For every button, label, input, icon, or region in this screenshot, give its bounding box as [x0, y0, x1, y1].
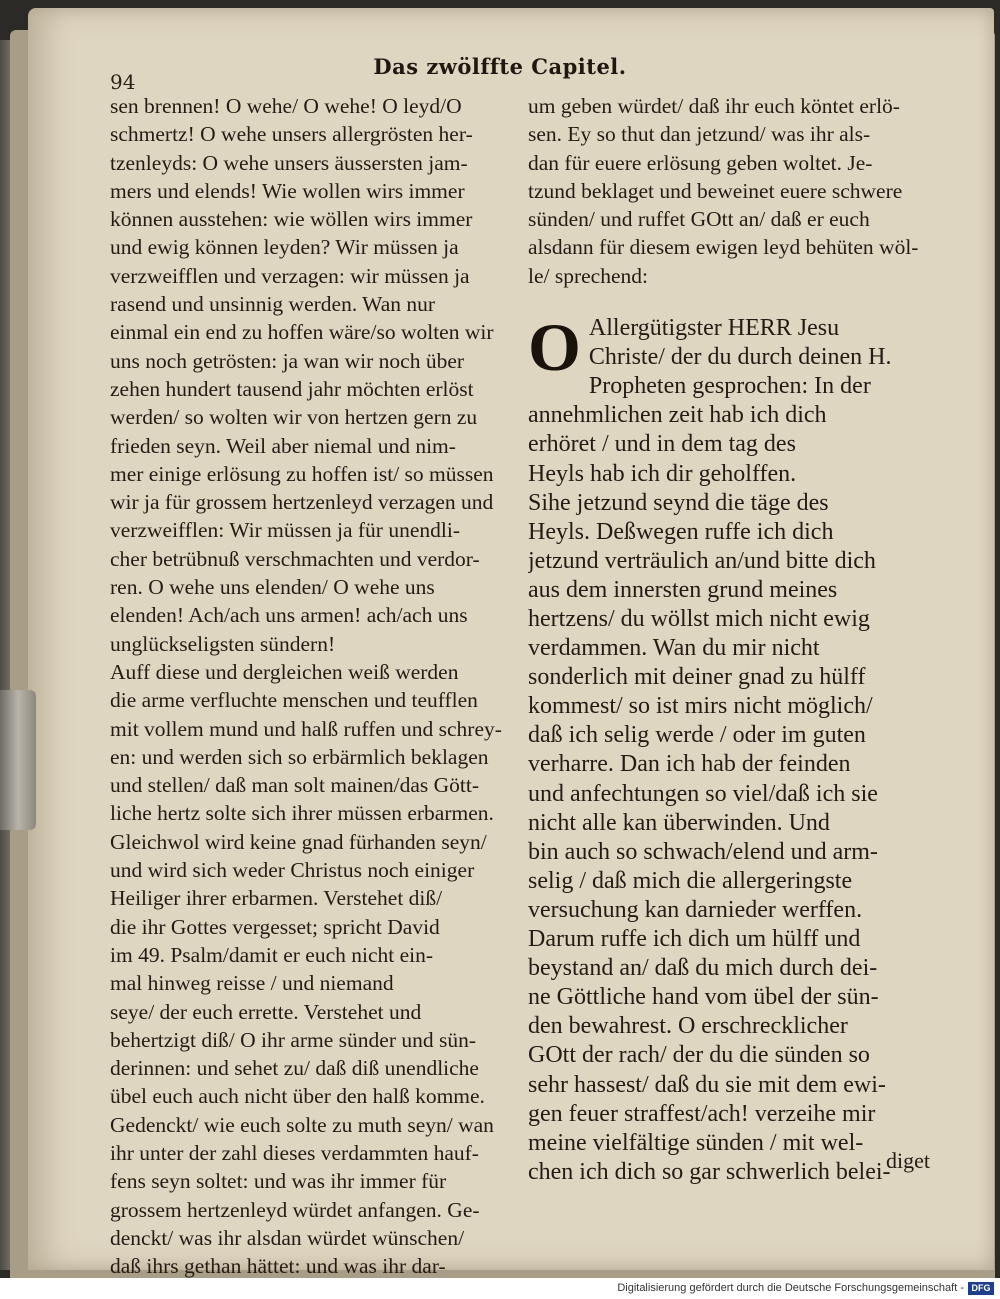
- text-line: und ewig können leyden? Wir müssen ja: [110, 235, 459, 260]
- text-line: wir ja für grossem hertzenleyd verzagen und: [110, 490, 494, 515]
- text-line: alsdann für diesem ewigen leyd behüten wöl-: [528, 235, 919, 260]
- text-line: mit vollem mund und halß ruffen und schrey-: [110, 716, 502, 741]
- prayer-line: jetzund verträulich an/und bitte dich: [528, 547, 876, 574]
- footer-credit: Digitalisierung gefördert durch die Deutsche Forschungsgemeinschaft -: [0, 1278, 1000, 1299]
- prayer-line: daß ich selig werde / oder im guten: [528, 722, 866, 749]
- text-line: verzweifflen und verzagen: wir müssen ja: [110, 263, 470, 288]
- text-line: le/ sprechend:: [528, 263, 648, 288]
- text-line: cher betrübnuß verschmachten und verdor-: [110, 546, 480, 571]
- text-line: mers und elends! Wie wollen wirs immer: [110, 178, 465, 203]
- prayer-line: Heyls hab ich dir geholffen.: [528, 460, 797, 487]
- text-line: die ihr Gottes vergesset; spricht David: [110, 914, 440, 939]
- prayer-line: verharre. Dan ich hab der feinden: [528, 751, 851, 778]
- text-line: seye/ der euch errette. Verstehet und: [110, 999, 422, 1024]
- text-line: ihr unter der zahl dieses verdammten hauf-: [110, 1140, 479, 1165]
- prayer-line: und anfechtungen so viel/daß ich sie: [528, 780, 878, 807]
- prayer-line: Christe/ der du durch deinen H.: [588, 344, 892, 371]
- text-line: liche hertz solte sich ihrer müssen erbarmen.: [110, 801, 494, 826]
- text-line: elenden! Ach/ach uns armen! ach/ach uns: [110, 603, 468, 628]
- text-line: Auff diese und dergleichen weiß werden: [110, 659, 459, 684]
- running-title: Das zwölffte Capitel.: [373, 54, 627, 79]
- prayer-lines: [528, 309, 932, 1187]
- text-line: übel euch auch nicht über den halß komme.: [110, 1084, 485, 1109]
- text-line: und stellen/ daß man solt mainen/das Gött-: [110, 773, 480, 798]
- prayer-line: ne Göttliche hand vom übel der sün-: [528, 984, 879, 1011]
- book-clip: [0, 690, 36, 830]
- prayer-line: hertzens/ du wöllst mich nicht ewig: [528, 606, 870, 633]
- text-line: mer einige erlösung zu hoffen ist/ so müssen: [110, 461, 494, 486]
- text-line: daß ihrs gethan hättet: und was ihr dar-: [110, 1254, 446, 1279]
- text-line: en: und werden sich so erbärmlich beklagen: [110, 744, 489, 769]
- prayer-block: [528, 309, 932, 1187]
- prayer-line: gen feuer straffest/ach! verzeihe mir: [528, 1100, 876, 1127]
- text-line: im 49. Psalm/damit er euch nicht ein-: [110, 942, 434, 967]
- prayer-line: sehr hassest/ daß du sie mit dem ewi-: [528, 1071, 886, 1098]
- text-line: Heiliger ihrer erbarmen. Verstehet diß/: [110, 886, 443, 911]
- text-line: können ausstehen: wie wöllen wirs immer: [110, 207, 473, 232]
- page-number: 94: [110, 70, 136, 94]
- text-line: derinnen: und sehet zu/ daß diß unendliche: [110, 1056, 479, 1081]
- prayer-line: chen ich dich so gar schwerlich belei-: [528, 1158, 891, 1185]
- text-line: sen. Ey so thut dan jetzund/ was ihr als-: [528, 122, 871, 147]
- text-line: denckt/ was ihr alsdan würdet wünschen/: [110, 1225, 465, 1250]
- text-line: zehen hundert tausend jahr möchten erlöst: [110, 376, 474, 401]
- dfg-logo: DFG: [968, 1282, 994, 1295]
- left-column: [110, 92, 520, 1280]
- prayer-line: aus dem innersten grund meines: [528, 576, 838, 603]
- prayer-line: bin auch so schwach/elend und arm-: [528, 838, 878, 865]
- text-line: schmertz! O wehe unsers allergrösten her-: [110, 122, 473, 147]
- drop-initial: O: [528, 309, 581, 386]
- prayer-line: den bewahrest. O erschrecklicher: [528, 1013, 848, 1040]
- text-line: fens seyn soltet: und was ihr immer für: [110, 1169, 447, 1194]
- text-line: behertzigt diß/ O ihr arme sünder und sün-: [110, 1027, 477, 1052]
- right-column: [528, 92, 932, 1187]
- text-line: dan für euere erlösung geben woltet. Je-: [528, 150, 873, 175]
- text-line: die arme verfluchte menschen und teufflen: [110, 688, 478, 713]
- text-line: werden/ so wolten wir von hertzen gern zu: [110, 405, 478, 430]
- text-line: tzund beklaget und beweinet euere schwere: [528, 178, 903, 203]
- prayer-line: Sihe jetzund seynd die täge des: [528, 489, 829, 516]
- prayer-line: selig / daß mich die allergeringste: [528, 867, 853, 894]
- prayer-line: versuchung kan darnieder werffen.: [528, 896, 863, 923]
- text-line: mal hinweg reisse / und niemand: [110, 971, 394, 996]
- prayer-line: beystand an/ daß du mich durch dei-: [528, 955, 878, 982]
- prayer-line: sonderlich mit deiner gnad zu hülff: [528, 664, 866, 691]
- text-line: sünden/ und ruffet GOtt an/ daß er euch: [528, 207, 870, 232]
- right-column-intro: [528, 92, 932, 290]
- text-line: ren. O wehe uns elenden/ O wehe uns: [110, 575, 435, 600]
- text-line: Gedenckt/ wie euch solte zu muth seyn/ wan: [110, 1112, 494, 1137]
- prayer-line: Heyls. Deßwegen ruffe ich dich: [528, 518, 834, 545]
- prayer-line: GOtt der rach/ der du die sünden so: [528, 1042, 870, 1069]
- prayer-line: meine vielfältige sünden / mit wel-: [528, 1129, 864, 1156]
- prayer-line: Propheten gesprochen: In der: [588, 373, 871, 400]
- text-line: unglückseligsten sündern!: [110, 631, 336, 656]
- text-line: und wird sich weder Christus noch einiger: [110, 858, 475, 883]
- prayer-line: verdammen. Wan du mir nicht: [528, 635, 820, 662]
- text-line: um geben würdet/ daß ihr euch köntet erlö-: [528, 94, 900, 118]
- text-line: frieden seyn. Weil aber niemal und nim-: [110, 433, 456, 458]
- catchword: diget: [886, 1148, 930, 1173]
- prayer-line: annehmlichen zeit hab ich dich: [528, 402, 827, 429]
- prayer-line: Darum ruffe ich dich um hülff und: [528, 926, 861, 953]
- text-line: grossem hertzenleyd würdet anfangen. Ge-: [110, 1197, 480, 1222]
- text-line: verzweifflen: Wir müssen ja für unendli-: [110, 518, 460, 543]
- text-line: einmal ein end zu hoffen wäre/so wolten wir: [110, 320, 494, 345]
- prayer-line: nicht alle kan überwinden. Und: [528, 809, 830, 836]
- prayer-line: kommest/ so ist mirs nicht möglich/: [528, 693, 873, 720]
- text-line: tzenleyds: O wehe unsers äussersten jam-: [110, 150, 468, 175]
- text-line: Gleichwol wird keine gnad fürhanden seyn/: [110, 829, 487, 854]
- text-line: rasend und unsinnig werden. Wan nur: [110, 292, 436, 317]
- text-line: uns noch getrösten: ja wan wir noch über: [110, 348, 465, 373]
- prayer-line: erhöret / und in dem tag des: [528, 431, 796, 458]
- text-line: sen brennen! O wehe/ O wehe! O leyd/O: [110, 94, 462, 118]
- prayer-line: Allergütigster HERR Jesu: [588, 315, 840, 342]
